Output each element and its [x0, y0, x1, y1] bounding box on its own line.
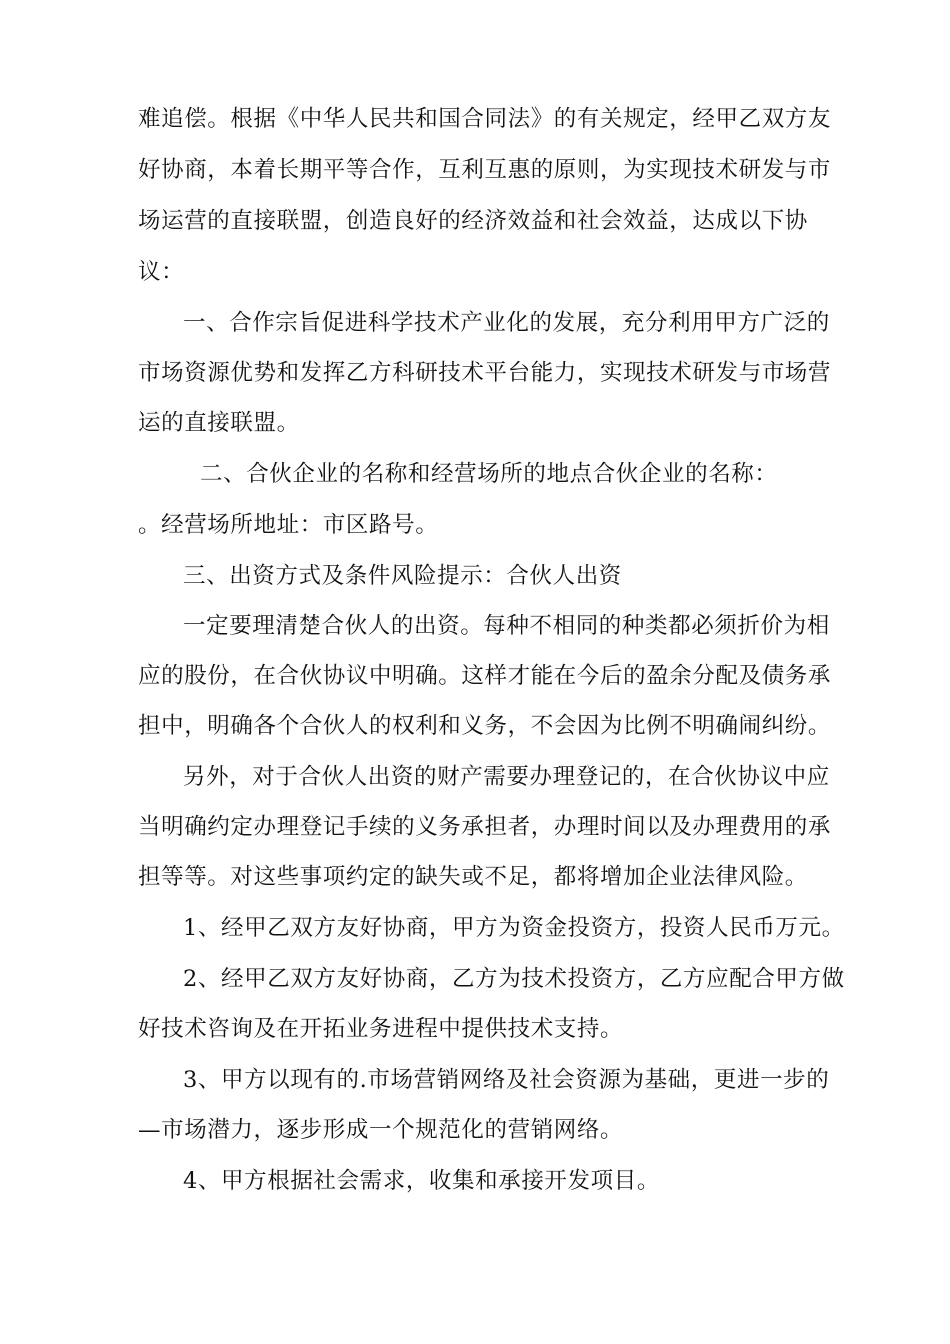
text-line: 好技术咨询及在开拓业务进程中提供技术支持。 — [138, 1016, 624, 1042]
paragraph-start: 一定要理清楚合伙人的出资。每种不相同的种类都必须折价为相 — [183, 613, 830, 639]
paragraph-three-start: 三、出资方式及条件风险提示：合伙人出资 — [183, 563, 622, 589]
paragraph-start: 另外，对于合伙人出资的财产需要办理登记的，在合伙协议中应 — [183, 764, 830, 790]
text-line: 市场资源优势和发挥乙方科研技术平台能力，实现技术研发与市场营 — [138, 360, 832, 386]
text-line: 当明确约定办理登记手续的义务承担者，办理时间以及办理费用的承 — [138, 814, 832, 840]
text-line: 。经营场所地址：市区路号。 — [138, 512, 439, 538]
text-line: 议： — [138, 259, 185, 285]
text-line: 好协商，本着长期平等合作，互利互惠的原则，为实现技术研发与市 — [138, 157, 832, 183]
text-line: 场运营的直接联盟，创造良好的经济效益和社会效益，达成以下协 — [138, 208, 808, 234]
text-line: 担等等。对这些事项约定的缺失或不足，都将增加企业法律风险。 — [138, 864, 808, 890]
item-2: 2、经甲乙双方友好协商，乙方为技术投资方，乙方应配合甲方做 — [183, 966, 845, 992]
item-3: 3、甲方以现有的.市场营销网络及社会资源为基础，更进一步的 — [183, 1067, 830, 1093]
text-line: —市场潜力，逐步形成一个规范化的营销网络。 — [138, 1117, 624, 1143]
paragraph-two-start: 二、合伙企业的名称和经营场所的地点合伙企业的名称： — [200, 461, 778, 487]
item-1: 1、经甲乙双方友好协商，甲方为资金投资方，投资人民币万元。 — [183, 915, 845, 941]
text-line: 担中，明确各个合伙人的权利和义务，不会因为比例不明确闹纠纷。 — [138, 713, 832, 739]
text-line: 应的股份，在合伙协议中明确。这样才能在今后的盈余分配及债务承 — [138, 663, 832, 689]
item-4: 4、甲方根据社会需求，收集和承接开发项目。 — [183, 1168, 660, 1194]
text-line: 难追偿。根据《中华人民共和国合同法》的有关规定，经甲乙双方友 — [138, 106, 832, 132]
paragraph-one-start: 一、合作宗旨促进科学技术产业化的发展，充分利用甲方广泛的 — [183, 310, 830, 336]
text-line: 运的直接联盟。 — [138, 410, 300, 436]
